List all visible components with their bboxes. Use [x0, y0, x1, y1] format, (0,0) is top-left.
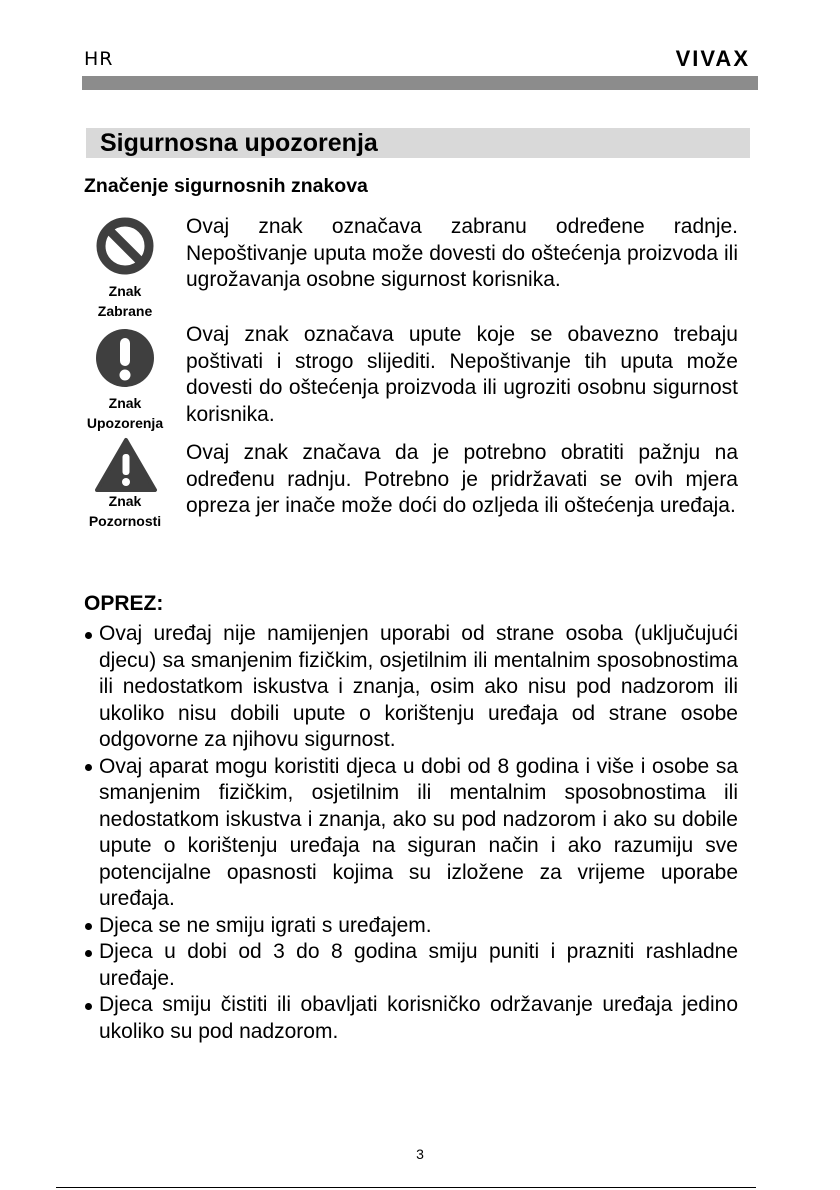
list-item: Djeca se ne smiju igrati s uređajem.: [84, 913, 738, 940]
caution-heading: OPREZ:: [84, 592, 164, 615]
exclamation-circle-icon: [95, 328, 155, 388]
caution-list: [84, 621, 738, 1045]
bullet-icon: [85, 632, 92, 639]
header-rule: [82, 76, 758, 90]
brand-logo: VIVAX: [675, 46, 750, 71]
prohibition-icon: [95, 216, 155, 276]
sign-label-warning: Znak Upozorenja: [86, 395, 164, 431]
bullet-icon: [85, 1003, 92, 1010]
sign-description-attention: Ovaj znak značava da je potrebno obratiti pažnju na određenu radnju. Potrebno je pridržavati se ovih mjera opreza jer inače može doći do ozljeda ili oštećenja uređaja.: [186, 441, 738, 517]
header-language: HR: [84, 48, 114, 70]
bullet-icon: [85, 764, 92, 771]
sign-label-attention: Znak Pozornosti: [88, 493, 162, 529]
list-item: Djeca u dobi od 3 do 8 godina smiju puniti i prazniti rashladne uređaje.: [84, 939, 738, 992]
list-item: Ovaj aparat mogu koristiti djeca u dobi od 8 godina i više i osobe sa smanjenim fizičkim, osjetilnim ili mentalnim sposobnostima ili nedostatkom iskustva i znanja, ako su pod nadzorom i ako su dobile upute o korištenju uređaja na siguran način i ako razumiju sve potencijalne opasnosti kojima su izložene za vrijeme uporabe uređaja.: [84, 754, 738, 913]
section-title-bar: [86, 128, 750, 158]
list-item: Djeca smiju čistiti ili obavljati korisničko održavanje uređaja jedino ukoliko su pod nadzorom.: [84, 992, 738, 1045]
footer-rule: [56, 1187, 756, 1188]
list-item: Ovaj uređaj nije namijenjen uporabi od strane osoba (uključujući djecu) sa smanjenim fizičkim, osjetilnim ili mentalnim sposobnostima ili nedostatkom iskustva i znanja, osim ako nisu pod nadzorom ili ukoliko nisu dobili upute o korištenju uređaja od strane osobe odgovorne za njihovu sigurnost.: [84, 621, 738, 754]
sign-description-warning: Ovaj znak označava upute koje se obavezno trebaju poštivati i strogo slijediti. Nepoštivanje tih uputa može dovesti do oštećenja proizvoda ili ugroziti osobnu sigurnost korisnika.: [186, 323, 738, 426]
bullet-icon: [85, 923, 92, 930]
sign-description-prohibition: Ovaj znak označava zabranu određene radnje. Nepoštivanje uputa može dovesti do oštećenja proizvoda ili ugrožavanja osobne sigurnost korisnika.: [186, 215, 738, 291]
sign-label-prohibition: Znak Zabrane: [97, 283, 153, 319]
subheading: Značenje sigurnosnih znakova: [84, 175, 368, 197]
warning-triangle-icon: [94, 437, 158, 493]
page-number: 3: [416, 1146, 424, 1162]
section-title: Sigurnosna upozorenja: [100, 129, 378, 157]
bullet-icon: [85, 950, 92, 957]
